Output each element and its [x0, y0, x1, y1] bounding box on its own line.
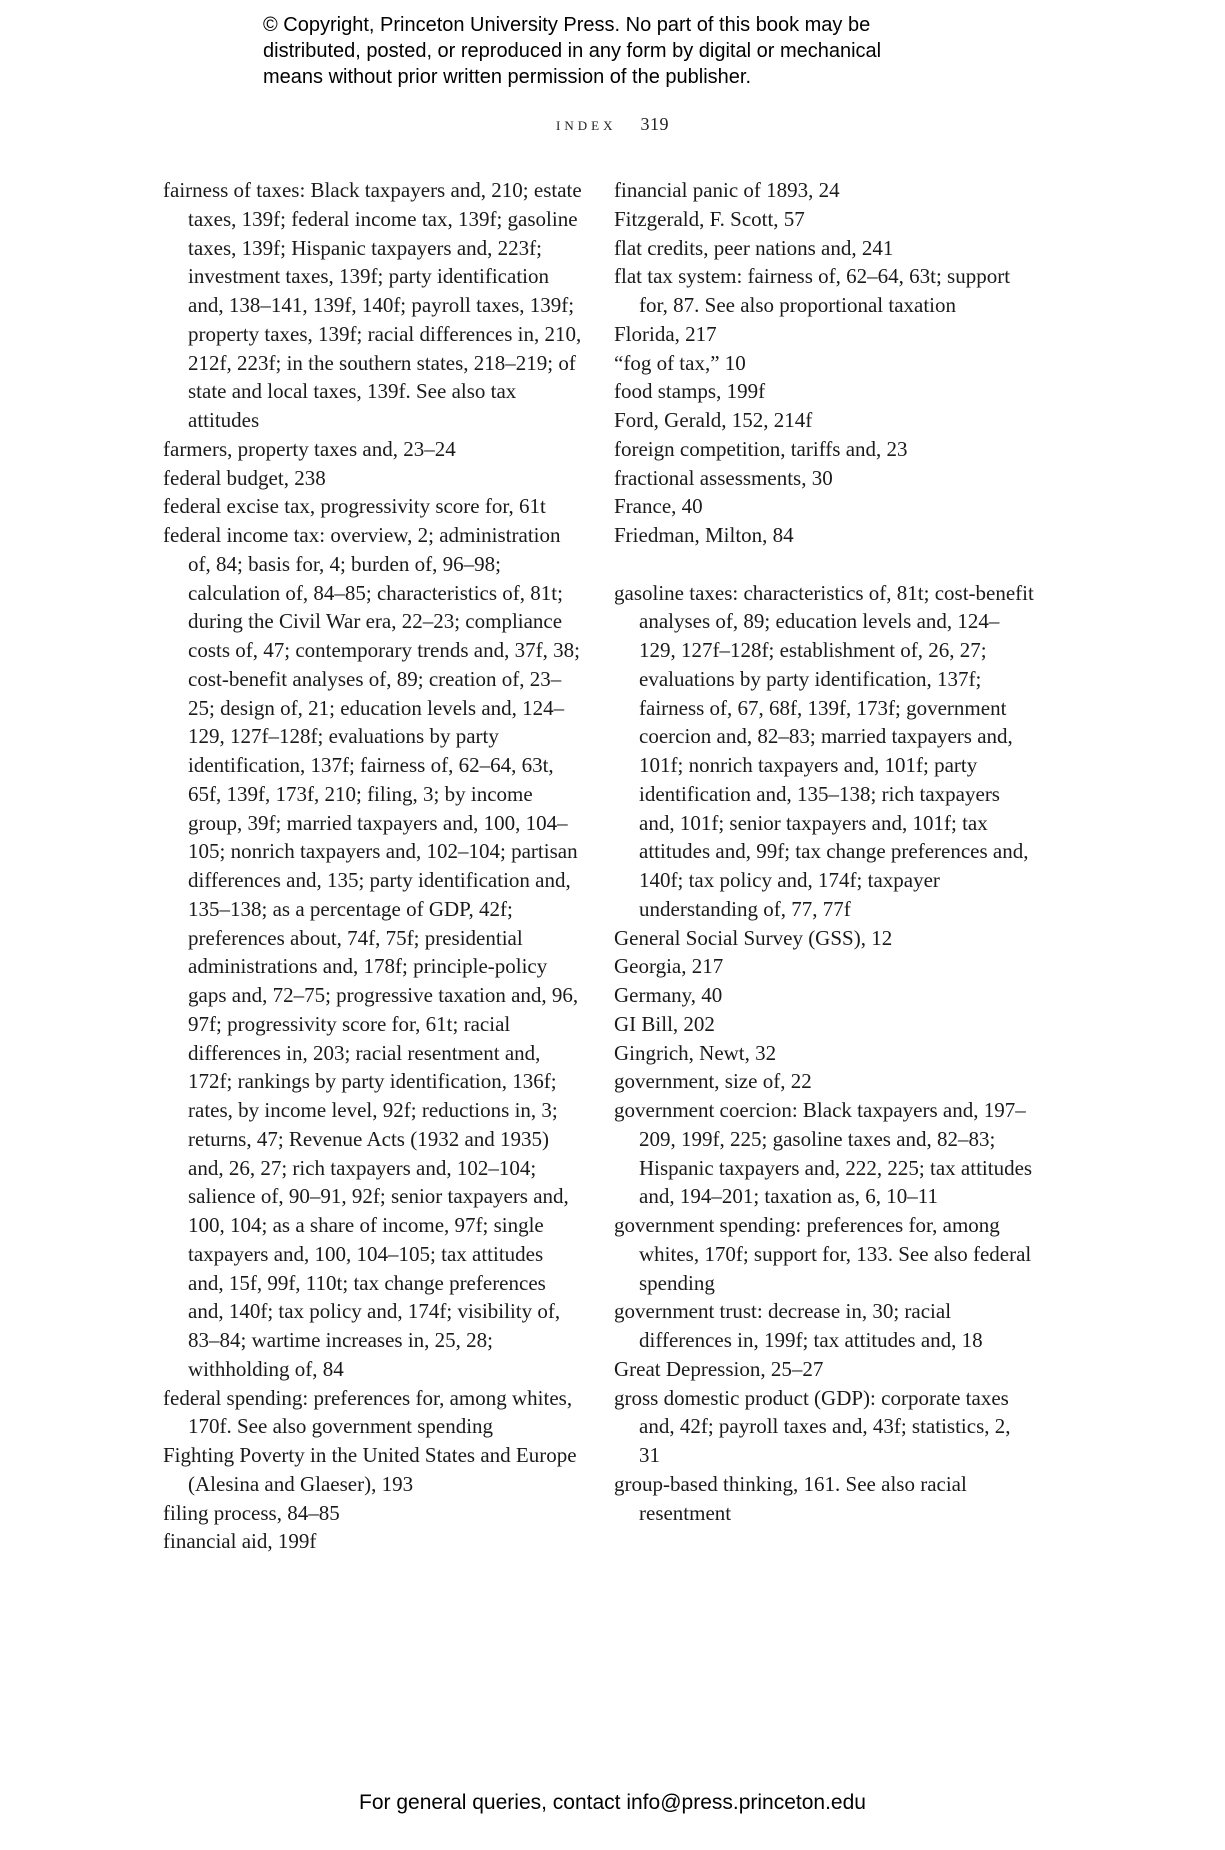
index-entry: federal spending: preferences for, among whites, 170f. See also government spending	[163, 1385, 573, 1439]
index-entry: federal budget, 238	[163, 465, 326, 490]
index-entry: filing process, 84–85	[163, 1500, 340, 1525]
index-column-left	[163, 176, 583, 1556]
index-entry: Fitzgerald, F. Scott, 57	[614, 206, 805, 231]
copyright-line: means without prior written permission of the publisher.	[263, 66, 752, 88]
index-entry: Gingrich, Newt, 32	[614, 1040, 777, 1065]
footer-contact: For general queries, contact info@press.princeton.edu	[359, 1791, 866, 1814]
copyright-notice	[263, 12, 1023, 90]
index-entry: France, 40	[614, 494, 703, 519]
index-entry: flat tax system: fairness of, 62–64, 63t; support for, 87. See also proportional taxation	[614, 264, 1011, 317]
index-entry: fractional assessments, 30	[614, 465, 833, 490]
index-entry: government, size of, 22	[614, 1069, 812, 1094]
running-head-title: index	[556, 114, 617, 134]
index-entry: group-based thinking, 161. See also racial resentment	[614, 1471, 967, 1525]
index-entry: federal income tax: overview, 2; administration of, 84; basis for, 4; burden of, 96–98; calculation of, 84–85; characteristics of, 81t; during the Civil War era, 22–23; compliance costs of, 47; contemporary trends and, 37f, 38; cost-benefit analyses of, 89; creation of, 23–25; design of, 21; education levels and, 124–129, 127f–128f; evaluations by party identification, 137f; fairness of, 62–64, 63t, 65f, 139f, 173f, 210; filing, 3; by income group, 39f; married taxpayers and, 100, 104–105; nonrich taxpayers and, 102–104; partisan differences and, 135; party identification and, 135–138; as a percentage of GDP, 42f; preferences about, 74f, 75f; presidential administrations and, 178f; principle-policy gaps and, 72–75; progressive taxation and, 96, 97f; progressivity score for, 61t; racial differences in, 203; racial resentment and, 172f; rankings by party identification, 136f; rates, by income level, 92f; reductions in, 3; returns, 47; Revenue Acts (1932 and 1935) and, 26, 27; rich taxpayers and, 102–104; salience of, 90–91, 92f; senior taxpayers and, 100, 104; as a share of income, 97f; single taxpayers and, 100, 104–105; tax attitudes and, 15f, 99f, 110t; tax change preferences and, 140f; tax policy and, 174f; visibility of, 83–84; wartime increases in, 25, 28; withholding of, 84	[163, 523, 580, 1381]
page-number: 319	[640, 114, 669, 134]
index-entry: gross domestic product (GDP): corporate taxes and, 42f; payroll taxes and, 43f; statistics, 2, 31	[614, 1385, 1011, 1467]
index-entry: food stamps, 199f	[614, 379, 766, 404]
section-gap	[614, 550, 1034, 579]
index-entry: government coercion: Black taxpayers and, 197–209, 199f, 225; gasoline taxes and, 82–83; Hispanic taxpayers and, 222, 225; tax attitudes and, 194–201; taxation as, 6, 10–11	[614, 1098, 1033, 1209]
index-entry: Friedman, Milton, 84	[614, 523, 794, 547]
copyright-line: distributed, posted, or reproduced in any form by digital or mechanical	[263, 40, 882, 62]
copyright-line: © Copyright, Princeton University Press. No part of this book may be	[263, 14, 871, 36]
index-entry: Germany, 40	[614, 983, 723, 1007]
index-entry: Great Depression, 25–27	[614, 1356, 824, 1381]
index-entry: “fog of tax,” 10	[614, 350, 746, 375]
index-entry: farmers, property taxes and, 23–24	[163, 436, 456, 461]
index-entry: government spending: preferences for, among whites, 170f; support for, 133. See also federal spending	[614, 1213, 1032, 1295]
index-entry: Fighting Poverty in the United States and Europe (Alesina and Glaeser), 193	[163, 1443, 577, 1496]
index-entry: Florida, 217	[614, 321, 717, 346]
index-entry: financial panic of 1893, 24	[614, 178, 840, 202]
index-entry: federal excise tax, progressivity score for, 61t	[163, 494, 546, 519]
index-entry: gasoline taxes: characteristics of, 81t; cost-benefit analyses of, 89; education levels and, 124–129, 127f–128f; establishment of, 26, 27; evaluations by party identification, 137f; fairness of, 67, 68f, 139f, 173f; government coercion and, 82–83; married taxpayers and, 101f; nonrich taxpayers and, 101f; party identification and, 135–138; rich taxpayers and, 101f; senior taxpayers and, 101f; tax attitudes and, 99f; tax change preferences and, 140f; tax policy and, 174f; taxpayer understanding of, 77, 77f	[614, 580, 1034, 921]
index-entry: flat credits, peer nations and, 241	[614, 235, 894, 260]
index-entry: foreign competition, tariffs and, 23	[614, 436, 908, 461]
running-head	[0, 114, 1225, 135]
index-entry: General Social Survey (GSS), 12	[614, 925, 893, 950]
index-column-right	[614, 176, 1034, 1527]
index-entry: Ford, Gerald, 152, 214f	[614, 408, 813, 432]
index-entry: financial aid, 199f	[163, 1529, 317, 1554]
index-entry: fairness of taxes: Black taxpayers and, 210; estate taxes, 139f; federal income tax, 139f; gasoline taxes, 139f; Hispanic taxpayers and, 223f; investment taxes, 139f; party identification and, 138–141, 139f, 140f; payroll taxes, 139f; property taxes, 139f; racial differences in, 210, 212f, 223f; in the southern states, 218–219; of state and local taxes, 139f. See also tax attitudes	[163, 178, 582, 432]
index-entry: government trust: decrease in, 30; racial differences in, 199f; tax attitudes and, 18	[614, 1299, 983, 1352]
index-entry: Georgia, 217	[614, 954, 724, 979]
index-entry: GI Bill, 202	[614, 1011, 715, 1036]
